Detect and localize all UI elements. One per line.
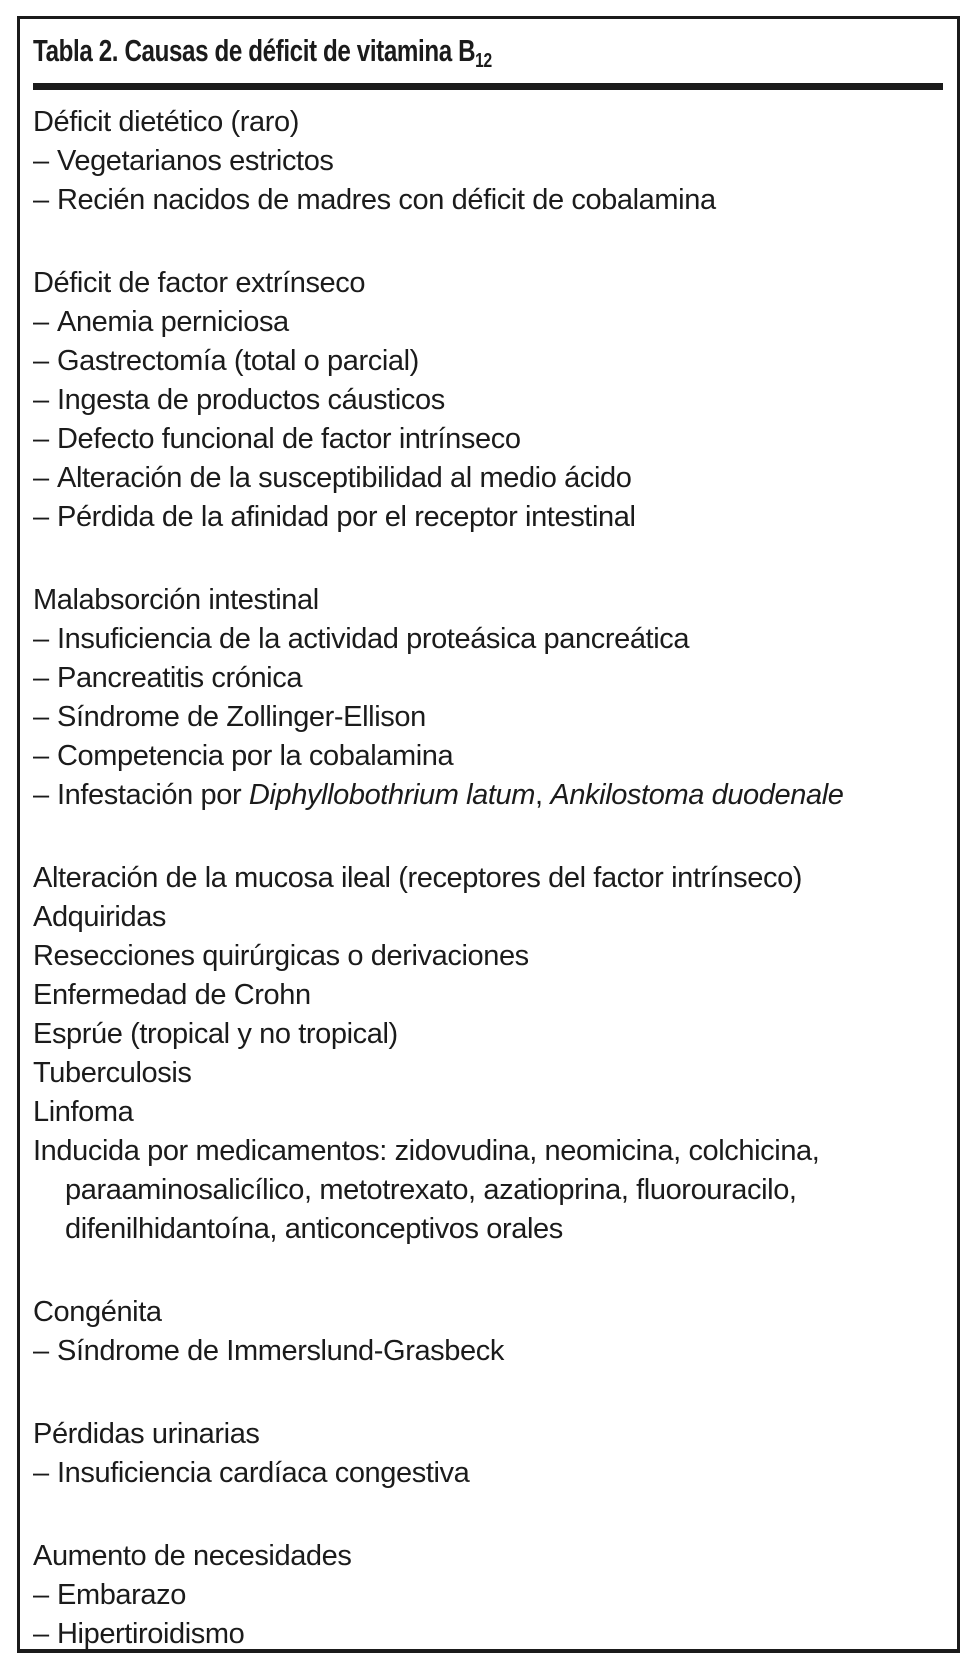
section-factor-extrinseco (33, 264, 943, 537)
list-item-text: Anemia perniciosa (57, 306, 289, 338)
list-item (33, 498, 943, 537)
list-item (33, 181, 943, 220)
list-item (33, 381, 943, 420)
list-item-text: Insuficiencia de la actividad proteásica pancreática (57, 623, 690, 655)
dash-bullet: – (33, 740, 49, 772)
dash-bullet: – (33, 345, 49, 377)
list-item: Linfoma (33, 1096, 134, 1128)
list-item: Adquiridas (33, 901, 167, 933)
dash-bullet: – (33, 462, 49, 494)
list-item (33, 142, 943, 181)
dash-bullet: – (33, 779, 49, 811)
dash-bullet: – (33, 1618, 49, 1650)
dash-bullet: – (33, 306, 49, 338)
list-item-text: Síndrome de Zollinger-Ellison (57, 701, 426, 733)
dash-bullet: – (33, 145, 49, 177)
list-item-text: Recién nacidos de madres con déficit de cobalamina (57, 184, 716, 216)
table-2-box (17, 16, 960, 1653)
list-item (33, 420, 943, 459)
species-separator: , (535, 779, 551, 811)
list-item-text: Embarazo (57, 1579, 186, 1611)
list-item-text: Hipertiroidismo (57, 1618, 245, 1650)
list-item-continuation: paraaminosalicílico, metotrexato, azatioprina, fluorouracilo, (65, 1174, 797, 1206)
section-header: Aumento de necesidades (33, 1540, 352, 1572)
list-item (33, 737, 943, 776)
dash-bullet: – (33, 623, 49, 655)
list-item-text: Síndrome de Immerslund-Grasbeck (57, 1335, 504, 1367)
table-title (33, 34, 743, 72)
section-congenita (33, 1293, 943, 1371)
dash-bullet: – (33, 1579, 49, 1611)
list-item-text: Ingesta de productos cáusticos (57, 384, 445, 416)
list-item-text: Competencia por la cobalamina (57, 740, 454, 772)
dash-bullet: – (33, 184, 49, 216)
list-item: Enfermedad de Crohn (33, 979, 311, 1011)
list-item: Inducida por medicamentos: zidovudina, neomicina, colchicina, (33, 1135, 820, 1167)
section-perdidas-urinarias (33, 1415, 943, 1493)
list-item: Resecciones quirúrgicas o derivaciones (33, 940, 529, 972)
list-item (33, 342, 943, 381)
dash-bullet: – (33, 662, 49, 694)
section-malabsorcion (33, 581, 943, 815)
list-item-text: Pancreatitis crónica (57, 662, 303, 694)
section-header: Déficit de factor extrínseco (33, 267, 366, 299)
list-item-text: Pérdida de la afinidad por el receptor intestinal (57, 501, 636, 533)
dash-bullet: – (33, 1335, 49, 1367)
list-item-text: Insuficiencia cardíaca congestiva (57, 1457, 470, 1489)
list-item (33, 1332, 943, 1371)
list-item-text: Vegetarianos estrictos (57, 145, 334, 177)
title-subscript: 12 (475, 49, 492, 72)
dash-bullet: – (33, 384, 49, 416)
infestacion-prefix: Infestación por (57, 779, 249, 811)
section-header: Alteración de la mucosa ileal (receptores del factor intrínseco) (33, 862, 803, 894)
section-header: Congénita (33, 1296, 162, 1328)
section-deficit-dietetico (33, 103, 943, 220)
list-item-text: Alteración de la susceptibilidad al medio ácido (57, 462, 632, 494)
species-name-italic: Ankilostoma duodenale (550, 779, 844, 811)
list-item-text: Gastrectomía (total o parcial) (57, 345, 419, 377)
dash-bullet: – (33, 701, 49, 733)
list-item-infestacion (33, 776, 943, 815)
title-rule (33, 83, 943, 90)
dash-bullet: – (33, 423, 49, 455)
list-item (33, 698, 943, 737)
section-header: Malabsorción intestinal (33, 584, 319, 616)
list-item (33, 659, 943, 698)
section-aumento-necesidades (33, 1537, 943, 1653)
list-item (33, 1615, 943, 1653)
list-item (33, 620, 943, 659)
list-item (33, 1454, 943, 1493)
list-item (33, 303, 943, 342)
table-content (33, 90, 943, 1653)
dash-bullet: – (33, 1457, 49, 1489)
list-item: Tuberculosis (33, 1057, 192, 1089)
section-header: Déficit dietético (raro) (33, 106, 299, 138)
species-name-italic: Diphyllobothrium latum (248, 779, 536, 811)
list-item (33, 459, 943, 498)
dash-bullet: – (33, 501, 49, 533)
list-item-text: Defecto funcional de factor intrínseco (57, 423, 521, 455)
list-item-continuation: difenilhidantoína, anticonceptivos orales (65, 1213, 563, 1245)
list-item (33, 1576, 943, 1615)
section-header: Pérdidas urinarias (33, 1418, 260, 1450)
list-item: Esprúe (tropical y no tropical) (33, 1018, 398, 1050)
list-item-text (57, 776, 843, 815)
section-mucosa-ileal (33, 859, 943, 1249)
table-title-text: Tabla 2. Causas de déficit de vitamina B (33, 33, 476, 68)
